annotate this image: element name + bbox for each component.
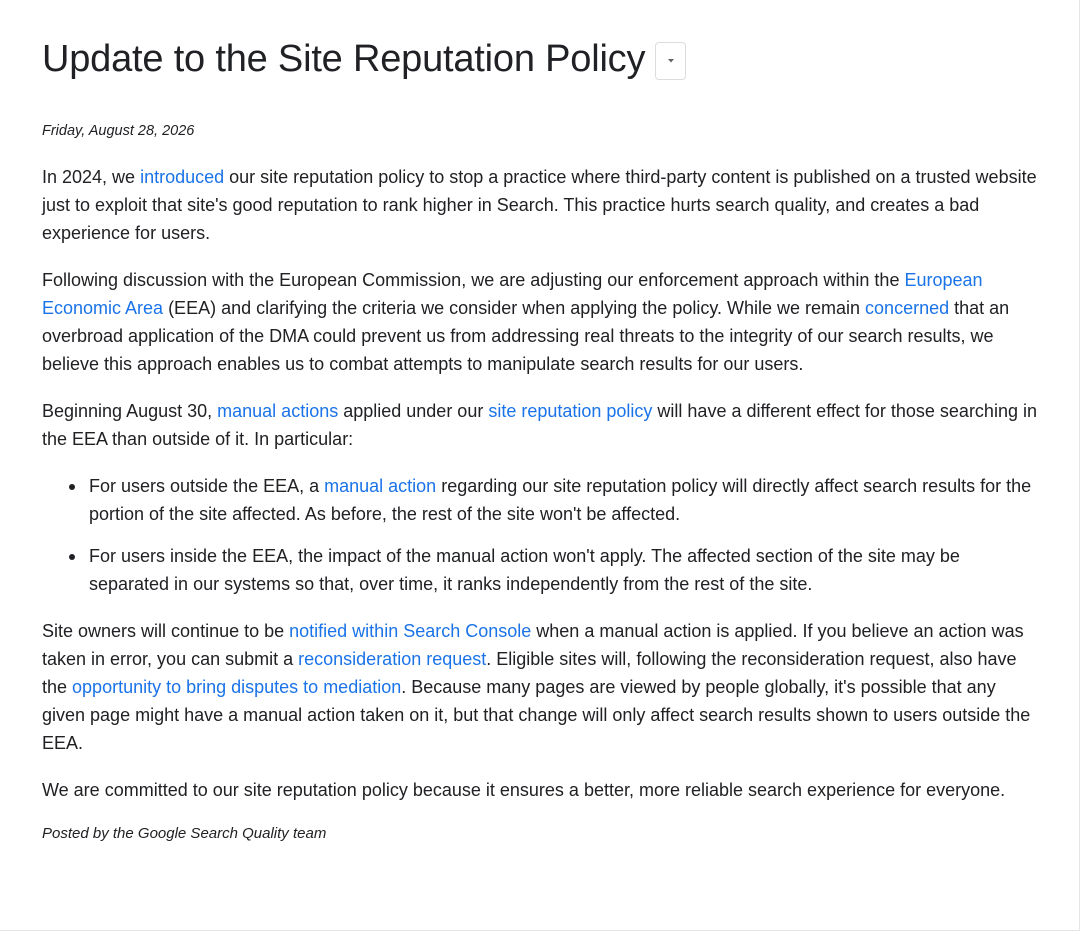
text: Site owners will continue to be bbox=[42, 621, 290, 641]
list-item bbox=[89, 472, 1042, 528]
text: (EEA) and clarifying the criteria we consider when applying the policy. While we remain bbox=[163, 298, 866, 318]
text: . Eligible sites will, following the reconsideration request, also have the bbox=[42, 649, 1017, 697]
link-disputes-mediation[interactable]: opportunity to bring disputes to mediation bbox=[72, 677, 402, 697]
link-manual-actions[interactable]: manual actions bbox=[217, 401, 339, 421]
article bbox=[42, 0, 1042, 842]
text: We are committed to our site reputation policy because it ensures a better, more reliable search experience for everyone. bbox=[42, 780, 1006, 800]
link-european-economic-area[interactable]: European Economic Area bbox=[42, 270, 983, 318]
link-introduced[interactable]: introduced bbox=[140, 167, 225, 187]
title-row bbox=[42, 36, 1042, 82]
text: Beginning August 30, bbox=[42, 401, 218, 421]
paragraph-intro bbox=[42, 163, 1042, 247]
text: In 2024, we bbox=[42, 167, 141, 187]
paragraph-eea bbox=[42, 266, 1042, 378]
bullet-list bbox=[42, 472, 1042, 598]
link-reconsideration-request[interactable]: reconsideration request bbox=[298, 649, 487, 669]
text: when a manual action is applied. If you believe an action was taken in error, you can submit a bbox=[42, 621, 1024, 669]
text: that an overbroad application of the DMA could prevent us from addressing real threats to the integrity of our search results, we believe this approach enables us to combat attempts to manipulate search results for our users. bbox=[42, 298, 1010, 374]
chevron-down-icon bbox=[666, 58, 676, 64]
text: our site reputation policy to stop a practice where third-party content is published on a trusted website just to exploit that site's good reputation to rank higher in Search. This practice hurts search quality, and creates a bad experience for users. bbox=[42, 167, 1037, 243]
link-site-reputation-policy[interactable]: site reputation policy bbox=[488, 401, 653, 421]
link-notified-within-search-console[interactable]: notified within Search Console bbox=[289, 621, 532, 641]
list-item bbox=[89, 542, 1042, 598]
post-signature: Posted by the Google Search Quality team bbox=[42, 825, 327, 842]
article-body bbox=[42, 163, 1042, 845]
text: For users outside the EEA, a bbox=[89, 476, 325, 496]
text: . Because many pages are viewed by people globally, it's possible that any given page might have a manual action taken on it, but that change will only affect search results shown to users outside the EEA. bbox=[42, 677, 1031, 753]
paragraph-committed bbox=[42, 776, 1042, 804]
paragraph-site-owners bbox=[42, 617, 1042, 757]
text: regarding our site reputation policy will directly affect search results for the portion of the site affected. As before, the rest of the site won't be affected. bbox=[89, 476, 1032, 524]
post-date: Friday, August 28, 2026 bbox=[42, 123, 195, 139]
text: applied under our bbox=[338, 401, 489, 421]
page-title: Update to the Site Reputation Policy bbox=[42, 38, 646, 80]
text: will have a different effect for those searching in the EEA than outside of it. In particular: bbox=[42, 401, 1037, 449]
text: Following discussion with the European Commission, we are adjusting our enforcement approach within the bbox=[42, 270, 905, 290]
link-concerned[interactable]: concerned bbox=[865, 298, 950, 318]
paragraph-beginning bbox=[42, 397, 1042, 453]
title-dropdown-button[interactable] bbox=[655, 42, 686, 80]
link-manual-action[interactable]: manual action bbox=[324, 476, 437, 496]
text: For users inside the EEA, the impact of the manual action won't apply. The affected section of the site may be separated in our systems so that, over time, it ranks independently from the rest of the site. bbox=[89, 546, 960, 594]
